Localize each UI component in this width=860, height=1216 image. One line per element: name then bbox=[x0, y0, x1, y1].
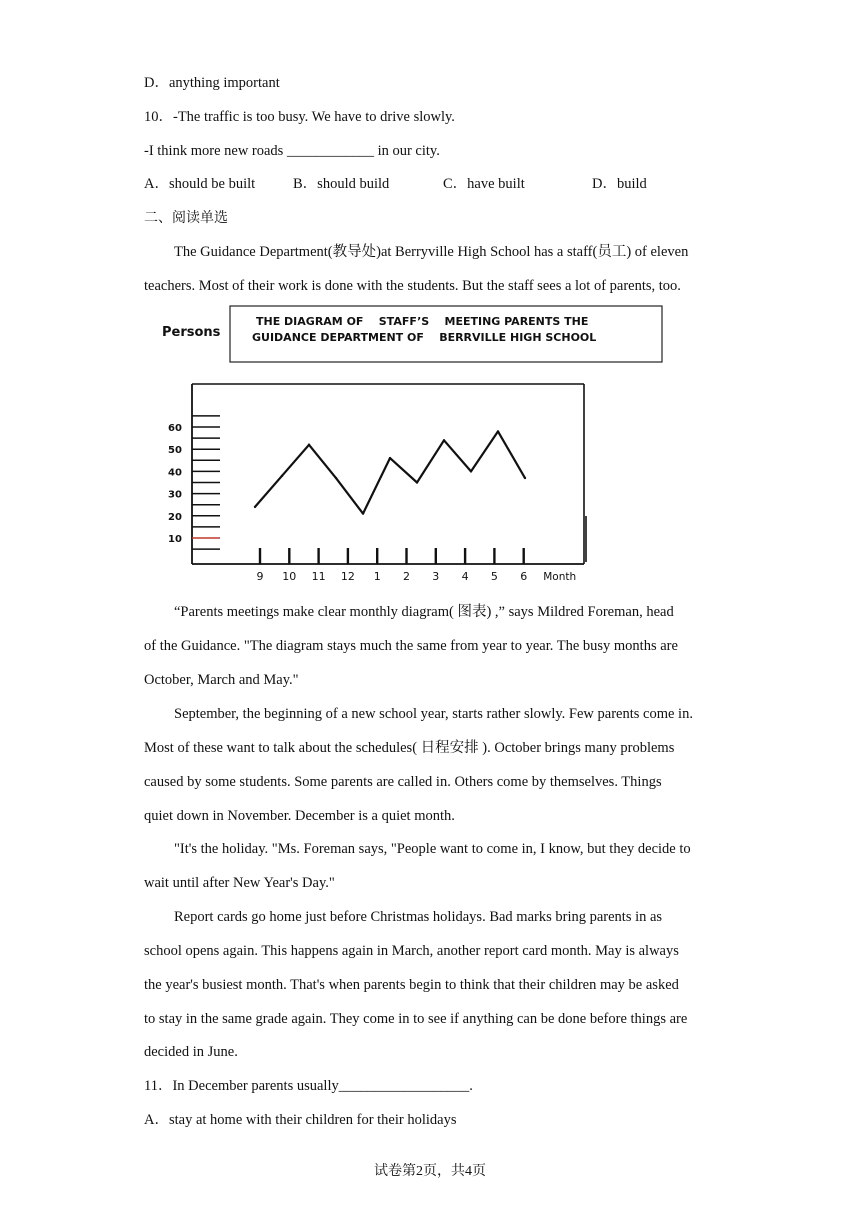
chart-x-tick-label: 6 bbox=[520, 570, 528, 583]
q10-option-c[interactable]: C．have built bbox=[443, 176, 525, 192]
q10-stem-line1: 10．-The traffic is too busy. We have to drive slowly. bbox=[144, 109, 455, 125]
chart-x-tick-label: 10 bbox=[282, 570, 297, 583]
passage-p5-line3: the year's busiest month. That's when parents begin to think that their children may be asked bbox=[144, 977, 679, 993]
passage-p3-line4: quiet down in November. December is a quiet month. bbox=[144, 808, 455, 824]
passage-p3-line3: caused by some students. Some parents are called in. Others come by themselves. Things bbox=[144, 774, 662, 790]
chart-y-tick-label: 40 bbox=[168, 467, 182, 479]
q10-option-a[interactable]: A．should be built bbox=[144, 176, 256, 192]
chart-x-tick-label: 11 bbox=[311, 570, 326, 583]
chart-y-tick-label: 10 bbox=[168, 534, 182, 545]
chart-y-tick-label: 60 bbox=[168, 423, 182, 434]
page-footer: 试卷第2页，共4页 bbox=[374, 1164, 486, 1179]
chart-series-line bbox=[255, 431, 525, 513]
passage-p5-line4: to stay in the same grade again. They come in to see if anything can be done before things are bbox=[144, 1011, 688, 1027]
section-heading: 二、阅读单选 bbox=[144, 210, 228, 226]
chart-data-point bbox=[254, 506, 256, 508]
chart-y-tick-label: 20 bbox=[168, 511, 182, 523]
chart-svg bbox=[144, 300, 664, 592]
passage-p5-line5: decided in June. bbox=[144, 1044, 238, 1060]
chart-data-point bbox=[335, 477, 337, 479]
chart-x-tick-label: 4 bbox=[461, 570, 469, 583]
passage-p2-line1: “Parents meetings make clear monthly diagram( 图表) ,” says Mildred Foreman, head bbox=[174, 604, 674, 620]
chart-x-tick-label: 5 bbox=[490, 570, 498, 583]
chart-data-point bbox=[497, 430, 499, 432]
chart-y-tick-label: 30 bbox=[168, 489, 182, 501]
chart-data-point bbox=[416, 481, 418, 483]
chart-data-point bbox=[443, 439, 445, 441]
chart-x-tick-label: 9 bbox=[256, 570, 264, 583]
chart-ylabel: Persons bbox=[162, 325, 221, 340]
chart-xlabel: Month bbox=[543, 571, 577, 583]
passage-p5-line1: Report cards go home just before Christmas holidays. Bad marks bring parents in as bbox=[174, 909, 663, 925]
chart-data-point bbox=[362, 512, 364, 514]
q9-option-d: D．anything important bbox=[144, 75, 280, 91]
q10-stem-line2: -I think more new roads ____________ in our city. bbox=[144, 143, 440, 159]
q10-option-d[interactable]: D．build bbox=[592, 176, 647, 192]
q11-stem: 11．In December parents usually__________________. bbox=[144, 1078, 473, 1094]
chart-x-tick-label: 12 bbox=[340, 570, 355, 583]
chart-data-point bbox=[281, 475, 283, 477]
passage-p4-line2: wait until after New Year's Day." bbox=[144, 875, 335, 891]
chart-data-point bbox=[524, 477, 526, 479]
passage-p2-line3: October, March and May." bbox=[144, 672, 299, 688]
chart-data-point bbox=[308, 444, 310, 446]
q10-option-b[interactable]: B．should build bbox=[293, 176, 390, 192]
chart-data-point bbox=[470, 470, 472, 472]
chart-data-point bbox=[389, 457, 391, 459]
chart-title-line2: GUIDANCE DEPARTMENT OF BERRVILLE HIGH SCHOOL bbox=[252, 331, 597, 344]
chart-x-tick-label: 3 bbox=[432, 570, 440, 583]
passage-p4-line1: "It's the holiday. "Ms. Foreman says, "People want to come in, I know, but they decide to bbox=[174, 841, 691, 857]
chart-x-tick-label: 1 bbox=[373, 570, 381, 583]
passage-p5-line2: school opens again. This happens again in March, another report card month. May is always bbox=[144, 943, 679, 959]
passage-p3-line2: Most of these want to talk about the schedules( 日程安排 ). October brings many problems bbox=[144, 740, 675, 756]
chart-y-tick-label: 50 bbox=[168, 445, 182, 457]
staff-meeting-chart bbox=[144, 300, 664, 592]
passage-p3-line1: September, the beginning of a new school year, starts rather slowly. Few parents come in. bbox=[174, 706, 693, 722]
chart-x-tick-label: 2 bbox=[403, 570, 410, 583]
passage-intro-line2: teachers. Most of their work is done with the students. But the staff sees a lot of parents, too. bbox=[144, 278, 681, 294]
q11-option-a[interactable]: A．stay at home with their children for their holidays bbox=[144, 1112, 457, 1128]
chart-plot-area bbox=[168, 384, 586, 583]
passage-intro-line1: The Guidance Department(教导处)at Berryville High School has a staff(员工) of eleven bbox=[174, 244, 689, 260]
passage-p2-line2: of the Guidance. "The diagram stays much the same from year to year. The busy months are bbox=[144, 638, 678, 654]
chart-title-line1: THE DIAGRAM OF STAFF’S MEETING PARENTS THE bbox=[256, 315, 589, 328]
